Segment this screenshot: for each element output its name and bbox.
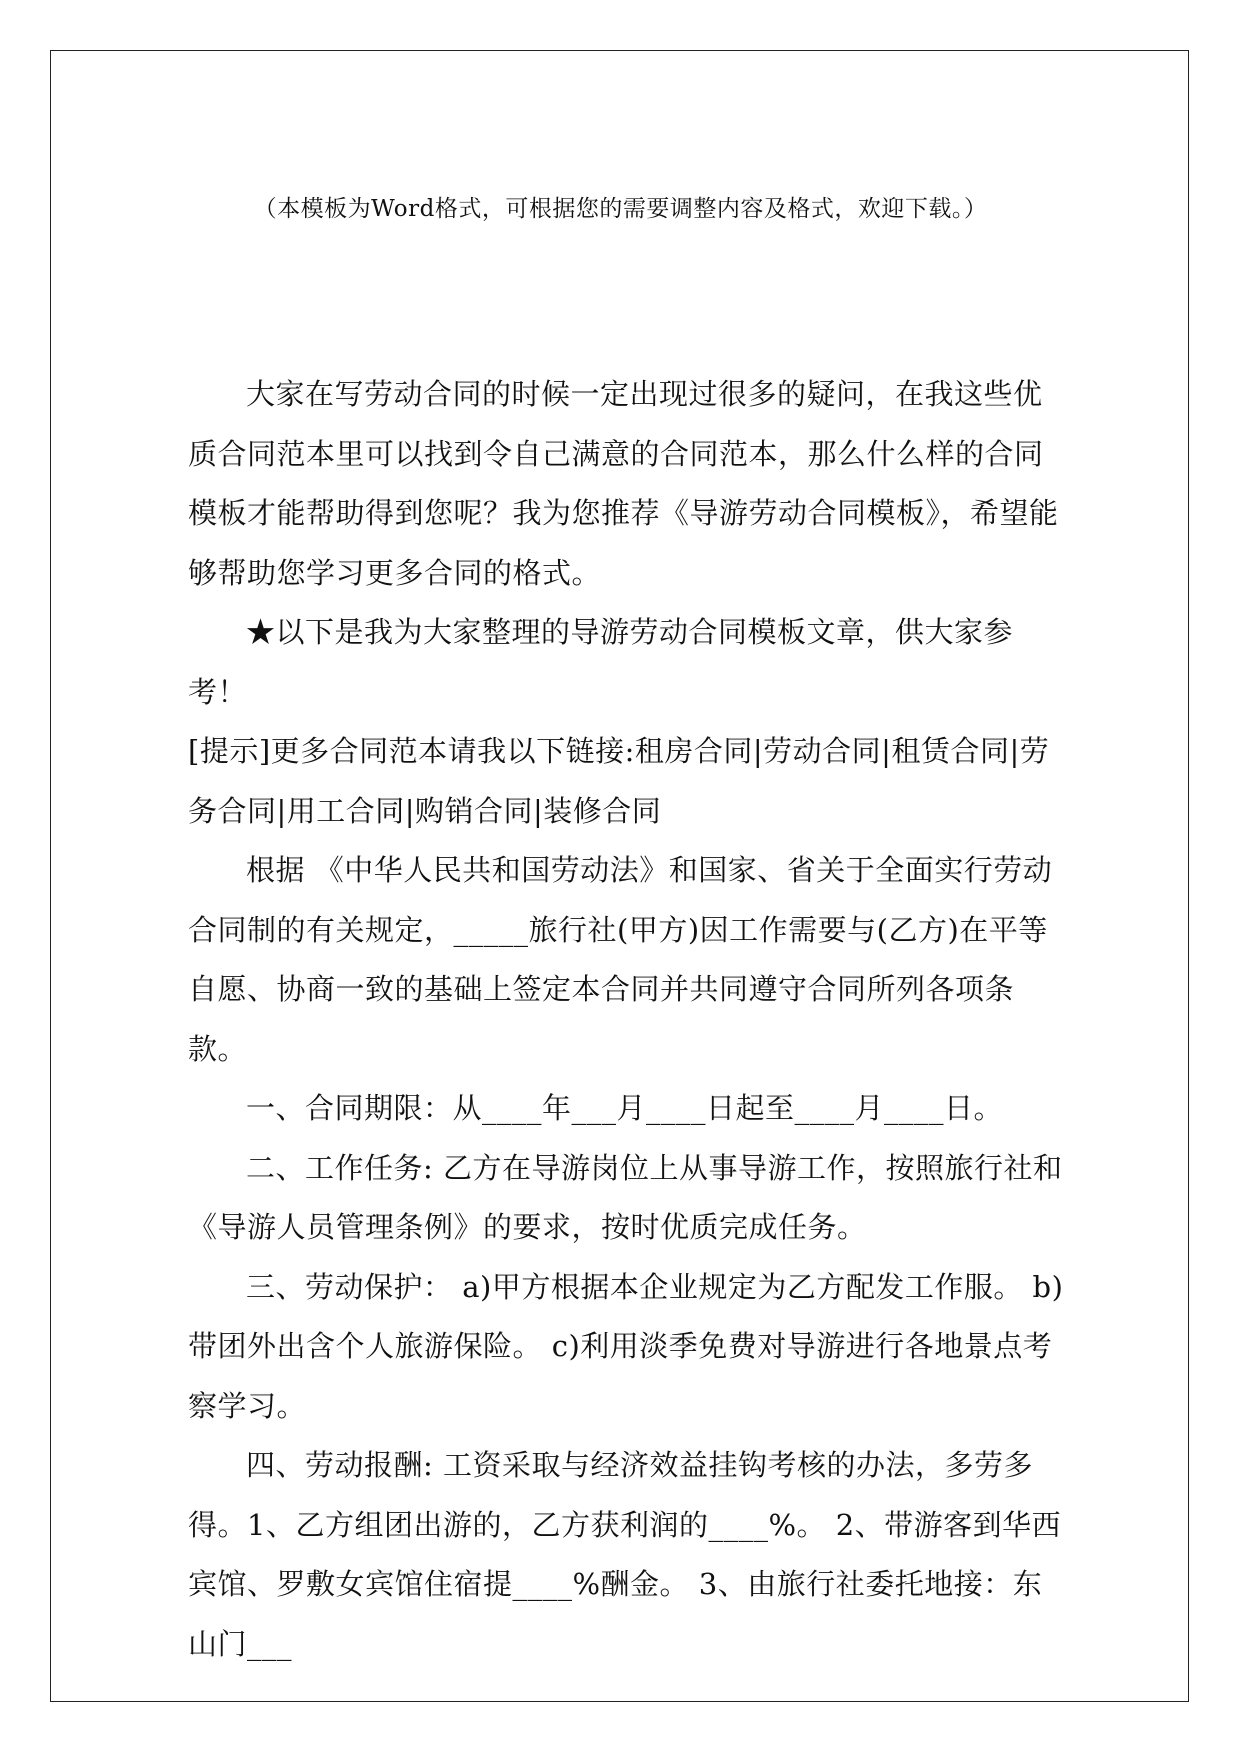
- clause-tasks: 二、工作任务: 乙方在导游岗位上从事导游工作，按照旅行社和《导游人员管理条例》的要求，按时优质完成任务。: [188, 1150, 1063, 1244]
- highlight-paragraph: ★以下是我为大家整理的导游劳动合同模板文章，供大家参考！: [188, 615, 1014, 709]
- clause-remuneration: 四、劳动报酬: 工资采取与经济效益挂钩考核的办法，多劳多得。1、乙方组团出游的，乙方获利润的____%。 2、带游客到华西宾馆、罗敷女宾馆住宿提____%酬金。 3、由旅行社委托地接：东山门___: [188, 1448, 1062, 1661]
- clause-term: 一、合同期限：从____年___月____日起至____月____日。: [246, 1091, 1004, 1125]
- document-body: [188, 365, 1068, 1674]
- clause-protection: 三、劳动保护： a)甲方根据本企业规定为乙方配发工作服。 b)带团外出含个人旅游保险。 c)利用淡季免费对导游进行各地景点考察学习。: [188, 1269, 1064, 1423]
- basis-paragraph: 根据 《中华人民共和国劳动法》和国家、省关于全面实行劳动合同制的有关规定，_____旅行社(甲方)因工作需要与(乙方)在平等自愿、协商一致的基础上签定本合同并共同遵守合同所列各项条款。: [188, 853, 1053, 1066]
- tip-paragraph: [提示]更多合同范本请我以下链接:租房合同|劳动合同|租赁合同|劳务合同|用工合同|购销合同|装修合同: [188, 734, 1050, 828]
- intro-paragraph: 大家在写劳动合同的时候一定出现过很多的疑问，在我这些优质合同范本里可以找到令自己满意的合同范本，那么什么样的合同模板才能帮助得到您呢？我为您推荐《导游劳动合同模板》，希望能够帮助您学习更多合同的格式。: [188, 377, 1059, 590]
- template-notice: （本模板为Word格式，可根据您的需要调整内容及格式，欢迎下载。）: [253, 196, 988, 222]
